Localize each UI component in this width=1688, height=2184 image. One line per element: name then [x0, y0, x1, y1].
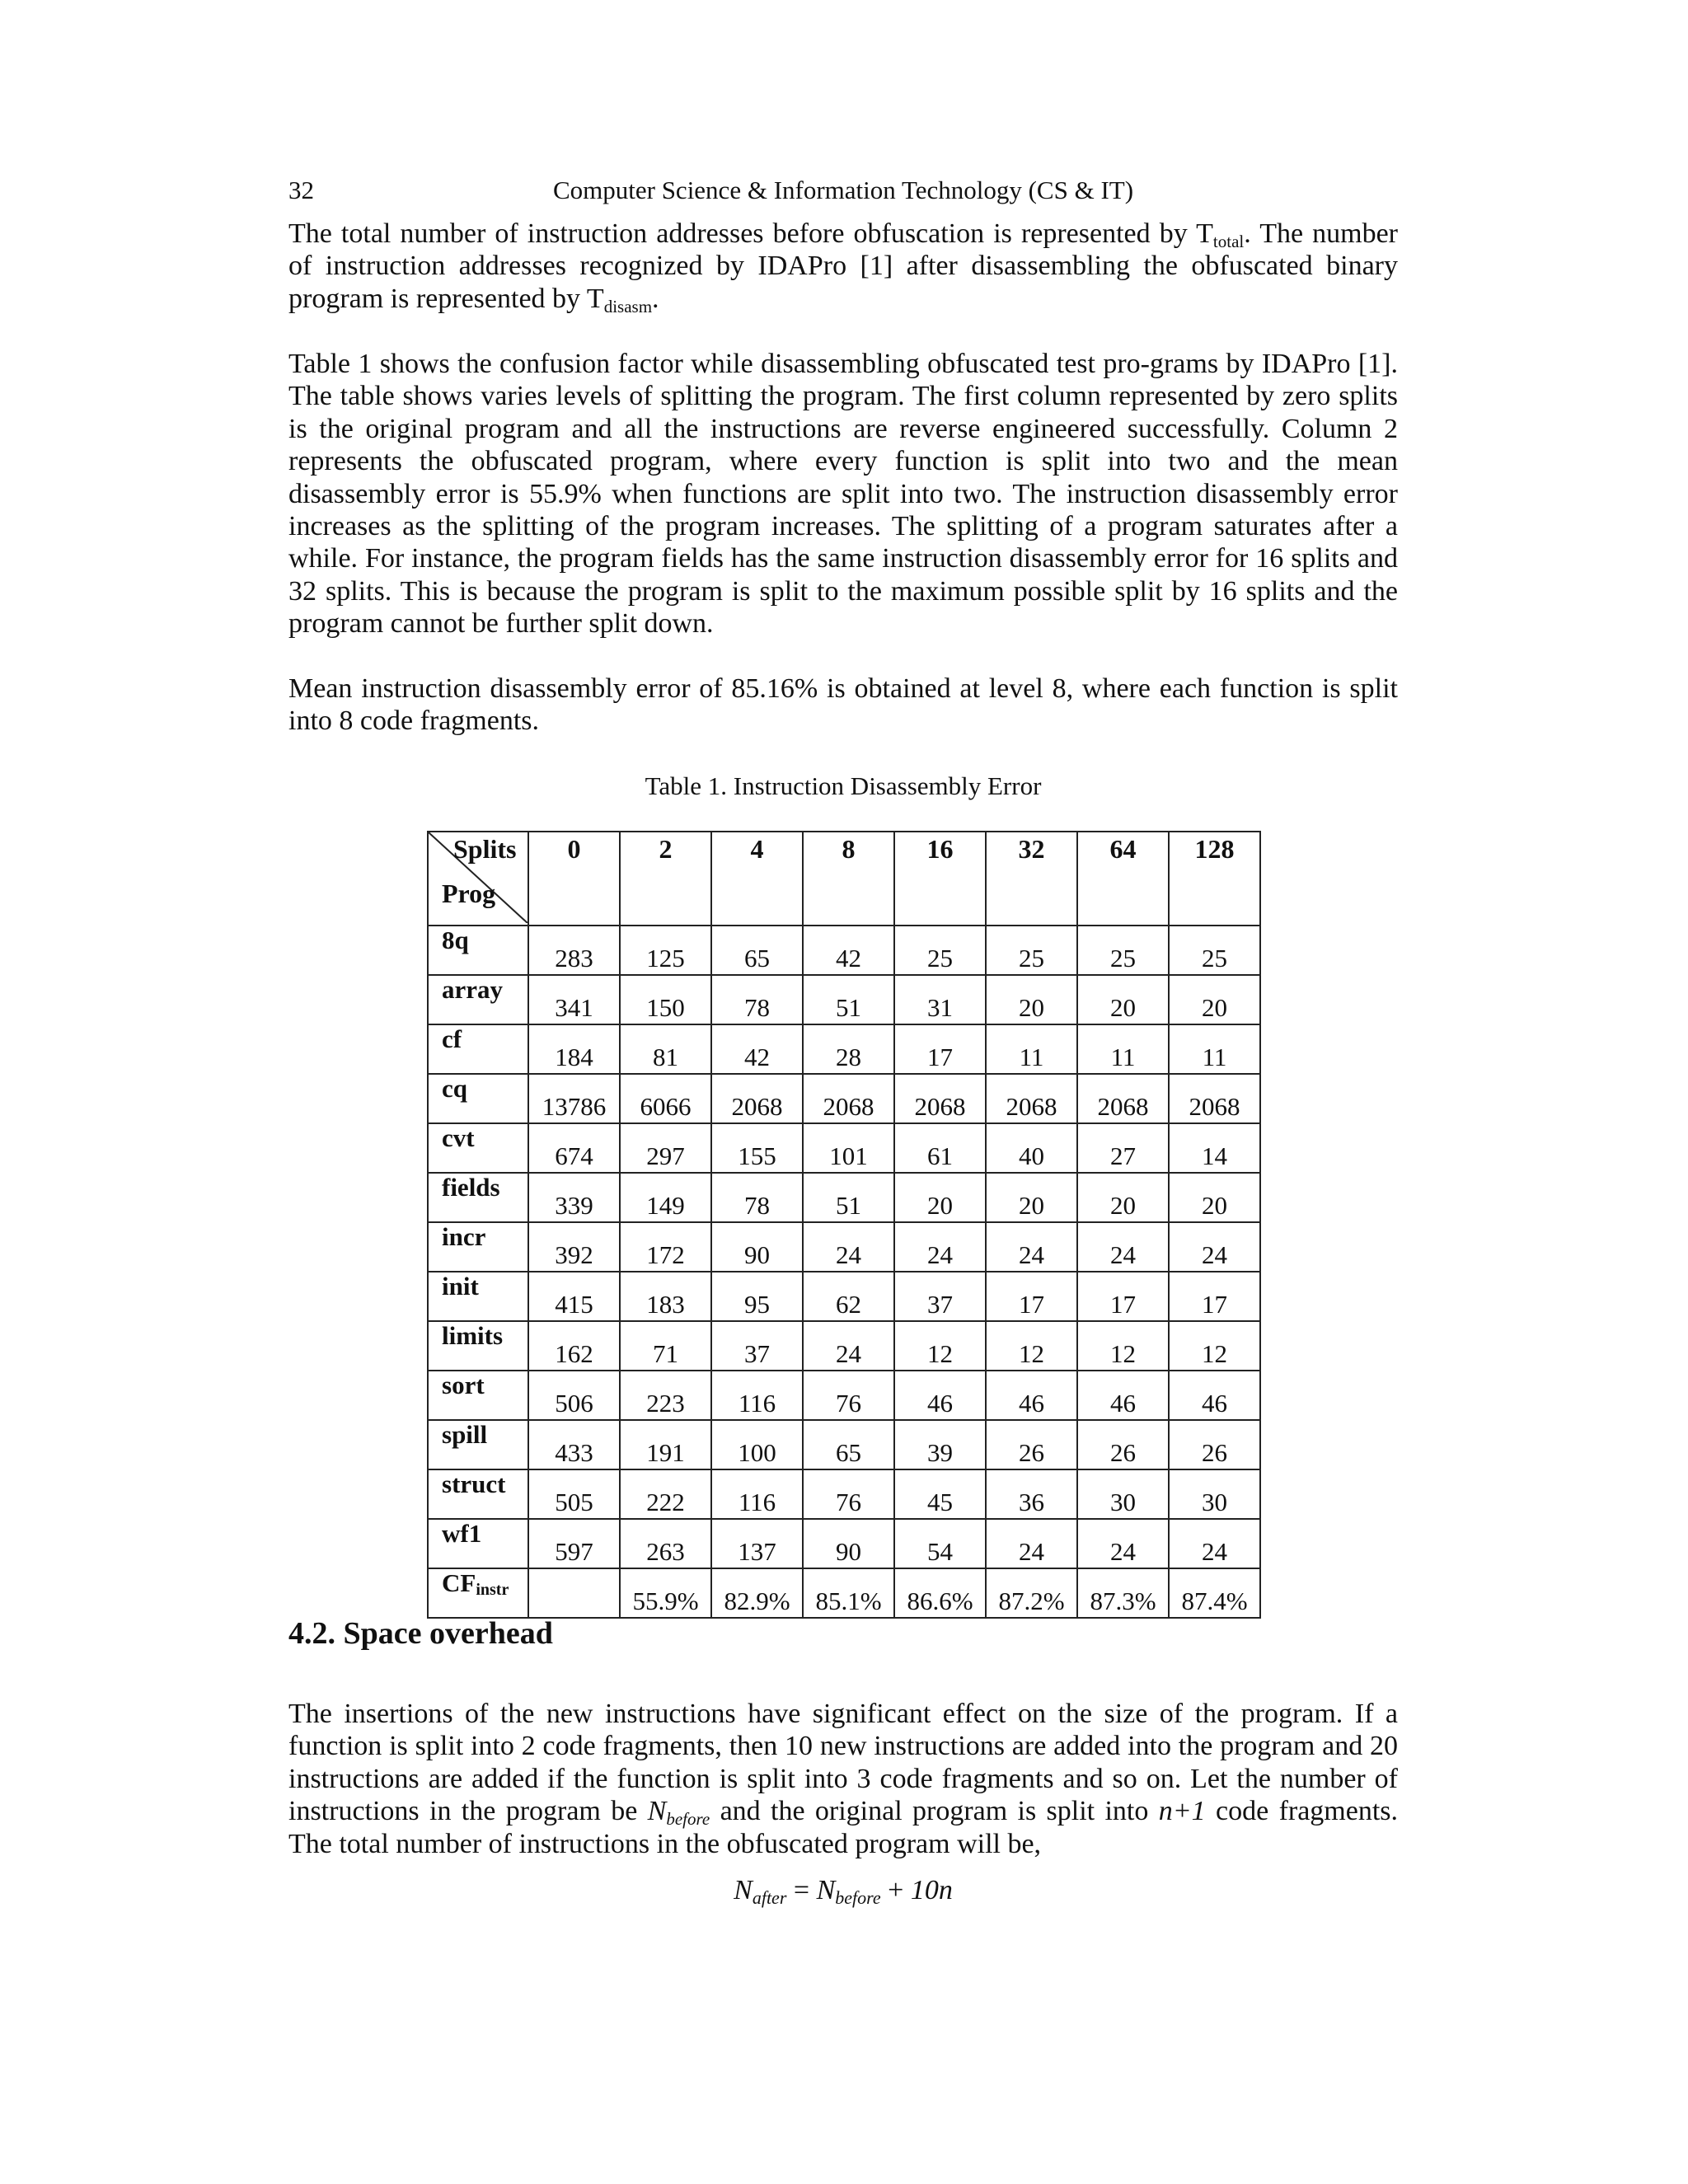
table-cell: 30: [1077, 1469, 1169, 1519]
table-cell: 45: [894, 1469, 986, 1519]
table-cell: 155: [711, 1123, 803, 1173]
section-heading: 4.2. Space overhead: [288, 1616, 553, 1651]
eq-rhs-subscript: before: [835, 1887, 881, 1908]
page-header: [288, 171, 1398, 209]
eq-term: 10n: [910, 1875, 953, 1905]
table-cell: 25: [986, 926, 1077, 975]
table-body: [428, 926, 1260, 1618]
row-label: incr: [428, 1222, 528, 1272]
corner-row-label: Prog: [442, 879, 496, 908]
table-cell: 297: [620, 1123, 711, 1173]
row-label: cf: [428, 1024, 528, 1074]
table-cell: 222: [620, 1469, 711, 1519]
table-cell: 85.1%: [803, 1568, 894, 1618]
table-cell: 183: [620, 1272, 711, 1321]
para1-text-b: . The number of instruction addresses recognized by IDAPro [1] after disassembling the obfuscated binary program is represented by T: [288, 218, 1398, 314]
cf-label-main: CF: [442, 1568, 476, 1597]
table-cell: 71: [620, 1321, 711, 1371]
table-cell: 78: [711, 1173, 803, 1222]
cf-row: [428, 1568, 1260, 1618]
table-cell: 24: [803, 1222, 894, 1272]
row-label: sort: [428, 1371, 528, 1420]
table-cell: 20: [1077, 1173, 1169, 1222]
table-cell: 90: [711, 1222, 803, 1272]
table-cell: 263: [620, 1519, 711, 1568]
table-cell: 11: [986, 1024, 1077, 1074]
table-cell: 17: [986, 1272, 1077, 1321]
table-cell: 24: [986, 1519, 1077, 1568]
table-cell: 12: [894, 1321, 986, 1371]
table-row: [428, 1222, 1260, 1272]
table-cell: 2068: [894, 1074, 986, 1123]
table-cell: 76: [803, 1371, 894, 1420]
table-cell: 2068: [711, 1074, 803, 1123]
table-cell: 87.4%: [1169, 1568, 1260, 1618]
table-cell: 2068: [986, 1074, 1077, 1123]
table-cell: 20: [1077, 975, 1169, 1024]
table-cell: 24: [1169, 1222, 1260, 1272]
table-cell: 51: [803, 975, 894, 1024]
table-cell: 392: [528, 1222, 620, 1272]
equation: [288, 1871, 1398, 1910]
table-cell: 86.6%: [894, 1568, 986, 1618]
table-cell: 87.3%: [1077, 1568, 1169, 1618]
table-cell: 25: [1169, 926, 1260, 975]
table-cell: 2068: [1077, 1074, 1169, 1123]
table-cell: 433: [528, 1420, 620, 1469]
column-header: 64: [1077, 832, 1169, 926]
row-label: spill: [428, 1420, 528, 1469]
table-row: [428, 1321, 1260, 1371]
table-cell: 191: [620, 1420, 711, 1469]
column-header: 0: [528, 832, 620, 926]
table-cell: 11: [1077, 1024, 1169, 1074]
row-label: init: [428, 1272, 528, 1321]
table-cell: 40: [986, 1123, 1077, 1173]
para4-text-a: The insertions of the new instructions have significant effect on the size of the program. If a function is split into 2 code fragments, then 10 new instructions are added into the program and 20 instructions are added if the function is split into 3 code fragments and so on. Let the number of instructions in the program be: [288, 1699, 1398, 1827]
table-row: [428, 1420, 1260, 1469]
table-cell: 597: [528, 1519, 620, 1568]
table-cell: 24: [803, 1321, 894, 1371]
table-cell: 20: [986, 975, 1077, 1024]
table-row: [428, 1173, 1260, 1222]
table-cell: 149: [620, 1173, 711, 1222]
table-caption: Table 1. Instruction Disassembly Error: [645, 771, 1042, 800]
table-cell: 116: [711, 1469, 803, 1519]
table-cell: 81: [620, 1024, 711, 1074]
table-cell: 100: [711, 1420, 803, 1469]
table-cell: 42: [711, 1024, 803, 1074]
row-label: limits: [428, 1321, 528, 1371]
table-cell: 62: [803, 1272, 894, 1321]
table-cell: 14: [1169, 1123, 1260, 1173]
table-cell: 46: [1169, 1371, 1260, 1420]
table-cell: 90: [803, 1519, 894, 1568]
table-cell: 24: [1169, 1519, 1260, 1568]
para1-text-a: The total number of instruction addresses before obfuscation is represented by T: [288, 218, 1213, 249]
table-cell: 339: [528, 1173, 620, 1222]
table-cell: 31: [894, 975, 986, 1024]
table-cell: 36: [986, 1469, 1077, 1519]
table-cell: 30: [1169, 1469, 1260, 1519]
table-cell: 184: [528, 1024, 620, 1074]
table-cell: 17: [1169, 1272, 1260, 1321]
table-cell: 26: [1077, 1420, 1169, 1469]
table-cell: 415: [528, 1272, 620, 1321]
table-cell: 24: [894, 1222, 986, 1272]
t-disasm-subscript: disasm: [603, 296, 653, 316]
table-cell: 37: [711, 1321, 803, 1371]
table-row: [428, 975, 1260, 1024]
table-cell: 82.9%: [711, 1568, 803, 1618]
table-cell: 17: [894, 1024, 986, 1074]
table-cell: 150: [620, 975, 711, 1024]
table-cell: 674: [528, 1123, 620, 1173]
table-cell: [528, 1568, 620, 1618]
table-row: [428, 1024, 1260, 1074]
table-cell: 24: [1077, 1519, 1169, 1568]
table-cell: 76: [803, 1469, 894, 1519]
table-header-row: [428, 832, 1260, 926]
table-cell: 116: [711, 1371, 803, 1420]
cf-row-label: [428, 1568, 528, 1618]
table-cell: 42: [803, 926, 894, 975]
row-label: array: [428, 975, 528, 1024]
table-cell: 101: [803, 1123, 894, 1173]
row-label: 8q: [428, 926, 528, 975]
column-header: 8: [803, 832, 894, 926]
table-cell: 46: [894, 1371, 986, 1420]
table-cell: 24: [1077, 1222, 1169, 1272]
eq-lhs-subscript: after: [752, 1887, 787, 1908]
table-cell: 28: [803, 1024, 894, 1074]
row-label: wf1: [428, 1519, 528, 1568]
row-label: cvt: [428, 1123, 528, 1173]
para4-text-b: and the original program is split into: [710, 1796, 1159, 1827]
column-header: 128: [1169, 832, 1260, 926]
row-label: cq: [428, 1074, 528, 1123]
paragraph-3: [288, 673, 1398, 738]
eq-equals: =: [786, 1875, 817, 1905]
table-cell: 137: [711, 1519, 803, 1568]
table-cell: 24: [986, 1222, 1077, 1272]
para3-text: Mean instruction disassembly error of 85.16% is obtained at level 8, where each function is split into 8 code fragments.: [288, 673, 1398, 737]
table-cell: 505: [528, 1469, 620, 1519]
disassembly-error-table: [427, 831, 1261, 1619]
table-cell: 25: [1077, 926, 1169, 975]
page-number: 32: [288, 176, 314, 204]
table-cell: 11: [1169, 1024, 1260, 1074]
table-row: [428, 1371, 1260, 1420]
table-cell: 37: [894, 1272, 986, 1321]
table-cell: 6066: [620, 1074, 711, 1123]
table-row: [428, 926, 1260, 975]
table-cell: 95: [711, 1272, 803, 1321]
table-cell: 39: [894, 1420, 986, 1469]
table-cell: 26: [986, 1420, 1077, 1469]
table-cell: 12: [1077, 1321, 1169, 1371]
column-header: 32: [986, 832, 1077, 926]
table-cell: 55.9%: [620, 1568, 711, 1618]
table-cell: 26: [1169, 1420, 1260, 1469]
t-total-subscript: total: [1212, 232, 1245, 251]
table-cell: 78: [711, 975, 803, 1024]
table-cell: 13786: [528, 1074, 620, 1123]
table-row: [428, 1074, 1260, 1123]
row-label: struct: [428, 1469, 528, 1519]
table-cell: 65: [803, 1420, 894, 1469]
table-row: [428, 1519, 1260, 1568]
table-cell: 125: [620, 926, 711, 975]
n-plus-one: n+1: [1158, 1796, 1206, 1827]
paragraph-4: [288, 1698, 1398, 1860]
paragraph-2: [288, 348, 1398, 640]
n-before-subscript: before: [666, 1809, 710, 1830]
table-cell: 46: [986, 1371, 1077, 1420]
n-before-main: N: [647, 1796, 667, 1827]
table-cell: 27: [1077, 1123, 1169, 1173]
row-label: fields: [428, 1173, 528, 1222]
column-header: 2: [620, 832, 711, 926]
table-cell: 51: [803, 1173, 894, 1222]
table-cell: 25: [894, 926, 986, 975]
table-cell: 17: [1077, 1272, 1169, 1321]
table-cell: 283: [528, 926, 620, 975]
para2-text: Table 1 shows the confusion factor while disassembling obfuscated test pro-grams by IDAPro [1]. The table shows varies levels of splitting the program. The first column represented by zero splits is the original program and all the instructions are reverse engineered successfully. Column 2 represents the obfuscated program, where every function is split into two and the mean disassembly error is 55.9% when functions are split into two. The instruction disassembly error increases as the splitting of the program increases. The splitting of a program saturates after a while. For instance, the program fields has the same instruction disassembly error for 16 splits and 32 splits. This is because the program is split to the maximum possible split by 16 splits and the program cannot be further split down.: [288, 349, 1398, 640]
table-cell: 20: [1169, 975, 1260, 1024]
table-cell: 2068: [1169, 1074, 1260, 1123]
table-cell: 172: [620, 1222, 711, 1272]
table-row: [428, 1123, 1260, 1173]
table-cell: 2068: [803, 1074, 894, 1123]
table-cell: 54: [894, 1519, 986, 1568]
para1-text-c: .: [652, 283, 659, 314]
table-cell: 12: [1169, 1321, 1260, 1371]
para4-text-c: code fragments. The total number of instructions in the obfuscated program will be,: [288, 1796, 1399, 1859]
table-cell: 65: [711, 926, 803, 975]
table-cell: 46: [1077, 1371, 1169, 1420]
table-cell: 341: [528, 975, 620, 1024]
table-row: [428, 1272, 1260, 1321]
running-title: Computer Science & Information Technology (CS & IT): [552, 176, 1134, 204]
corner-cell: [428, 832, 528, 926]
table-row: [428, 1469, 1260, 1519]
eq-rhs-main: N: [816, 1875, 836, 1905]
table-cell: 223: [620, 1371, 711, 1420]
table-cell: 506: [528, 1371, 620, 1420]
eq-plus: +: [880, 1875, 911, 1905]
table-cell: 87.2%: [986, 1568, 1077, 1618]
table-cell: 162: [528, 1321, 620, 1371]
table-cell: 12: [986, 1321, 1077, 1371]
column-header: 16: [894, 832, 986, 926]
table-cell: 61: [894, 1123, 986, 1173]
eq-lhs-main: N: [734, 1875, 753, 1905]
table-cell: 20: [986, 1173, 1077, 1222]
column-header: 4: [711, 832, 803, 926]
corner-col-label: Splits: [453, 834, 517, 864]
table-cell: 20: [894, 1173, 986, 1222]
paragraph-1: [288, 218, 1398, 315]
cf-label-subscript: instr: [476, 1581, 509, 1599]
table-cell: 20: [1169, 1173, 1260, 1222]
